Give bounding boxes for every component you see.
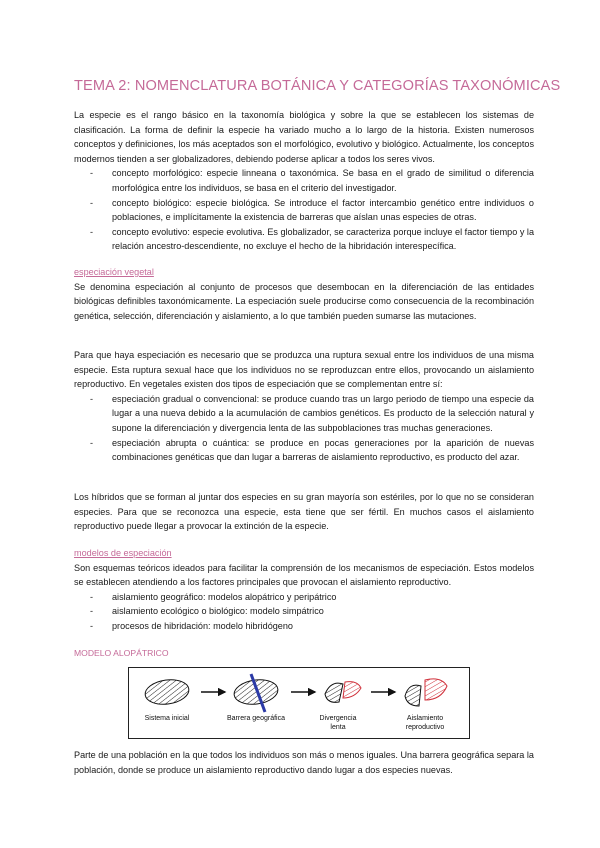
speciation-heading: especiación vegetal (74, 267, 154, 277)
bullet-dash: - (90, 168, 94, 179)
speciation-type-item: - especiación gradual o convencional: se produce cuando tras un largo periodo de tiempo una especie da lugar a una nueva debido a la acumulación de cambios genéticos. Es producto de la selección natural y supone la diferenciación y divergencia lenta de las subpoblaciones tras muchas generaciones. (90, 393, 534, 433)
caption-geographic-barrier: Barrera geográfica (227, 715, 285, 722)
models-heading: modelos de especiación (74, 548, 172, 558)
isolation-population-shape (405, 679, 447, 706)
barrier-population-shape (233, 674, 280, 712)
allopatric-diagram (128, 667, 470, 739)
intro-paragraph: La especie es el rango básico en la taxonomía biológica y sobre la que se establecen los sistemas de clasificación. La forma de definir la especie ha variado mucho a lo largo de la historia. Existen numerosos conceptos y definiciones, los más aceptados son el morfológico, evolutivo y biológico. Actualmente, los conceptos modernos tienden a ser globalizadores, debiendo poderse aplicar a todos los seres vivos. (74, 110, 534, 164)
bullet-dash: - (90, 591, 94, 602)
caption-initial-system: Sistema inicial (144, 715, 190, 722)
closing-section (74, 748, 534, 777)
concept-item: - concepto evolutivo: especie evolutiva. Es globalizador, se caracteriza porque incluye el factor tiempo y la relación ancestro-descendiente, no excluye el hecho de la hibridación interespecífica. (90, 226, 534, 252)
closing-paragraph: Parte de una población en la que todos los individuos son más o menos iguales. Una barrera geográfica separa la población, donde se produce un aislamiento reproductivo dando lugar a dos especies nuevas. (74, 750, 534, 775)
speciation-types-intro: Para que haya especiación es necesario que se produzca una ruptura sexual entre los individuos de una misma especie. Esta ruptura sexual hace que los individuos no se reproduzcan entre ellos, provocando un aislamiento reproductivo. En vegetales existen dos tipos de especiación que se complementan entre sí: (74, 350, 534, 390)
bullet-dash: - (90, 620, 94, 631)
caption-slow-divergence: Divergencia lenta (319, 715, 357, 731)
concept-item: - concepto biológico: especie biológica. Se introduce el factor intercambio genético entre individuos o poblaciones, e implícitamente la existencia de barreras que aíslan unas especies de otras. (90, 197, 534, 223)
hybrids-section (74, 490, 534, 534)
speciation-type-item: - especiación abrupta o cuántica: se produce en pocas generaciones por la aparición de nuevas combinaciones genéticas que dan lugar a barreras de aislamiento reproductivo, es producto del azar. (90, 437, 534, 463)
speciation-types-section (74, 348, 534, 465)
speciation-paragraph: Se denomina especiación al conjunto de procesos que desembocan en la diferenciación de las entidades biológicas definibles taxonómicamente. La especiación suele producirse como consecuencia de la recombinación genética, selección, diferenciación y aislamiento, a lo que también pueden sumarse las mutaciones. (74, 281, 534, 321)
bullet-dash: - (90, 197, 94, 208)
models-section (74, 546, 534, 634)
bullet-dash: - (90, 606, 94, 617)
bullet-dash: - (90, 437, 94, 448)
model-item: - aislamiento geográfico: modelos alopátrico y peripátrico (74, 590, 534, 605)
model-item: - aislamiento ecológico o biológico: modelo simpátrico (74, 604, 534, 619)
allopatric-heading: MODELO ALOPÁTRICO (74, 648, 169, 658)
model-item: - procesos de hibridación: modelo hibridógeno (74, 619, 534, 634)
initial-population-shape (144, 677, 191, 707)
page-title: TEMA 2: NOMENCLATURA BOTÁNICA Y CATEGORÍAS TAXONÓMICAS (74, 78, 561, 94)
hybrids-paragraph: Los híbridos que se forman al juntar dos especies en su gran mayoría son estériles, por lo que no se consideran especies. Para que se reconozca una especie, esta tiene que ser fértil. En muchos casos el aislamiento reproductivo puede llegar a provocar la extinción de la especie. (74, 492, 534, 532)
intro-section (74, 108, 534, 254)
models-paragraph: Son esquemas teóricos ideados para facilitar la comprensión de los mecanismos de especiación. Estos modelos se establecen atendiendo a los factores principales que provocan el aislamiento reproductivo. (74, 562, 534, 588)
speciation-section (74, 265, 534, 323)
caption-reproductive-isolation: Aislamiento reproductivo (405, 715, 445, 731)
bullet-dash: - (90, 393, 94, 404)
concept-item: - concepto morfológico: especie linneana o taxonómica. Se basa en el grado de similitud o diferencia morfológica entre los individuos, se basa en el criterio del investigador. (90, 168, 534, 193)
bullet-dash: - (90, 226, 94, 237)
divergence-population-shape (325, 682, 361, 703)
